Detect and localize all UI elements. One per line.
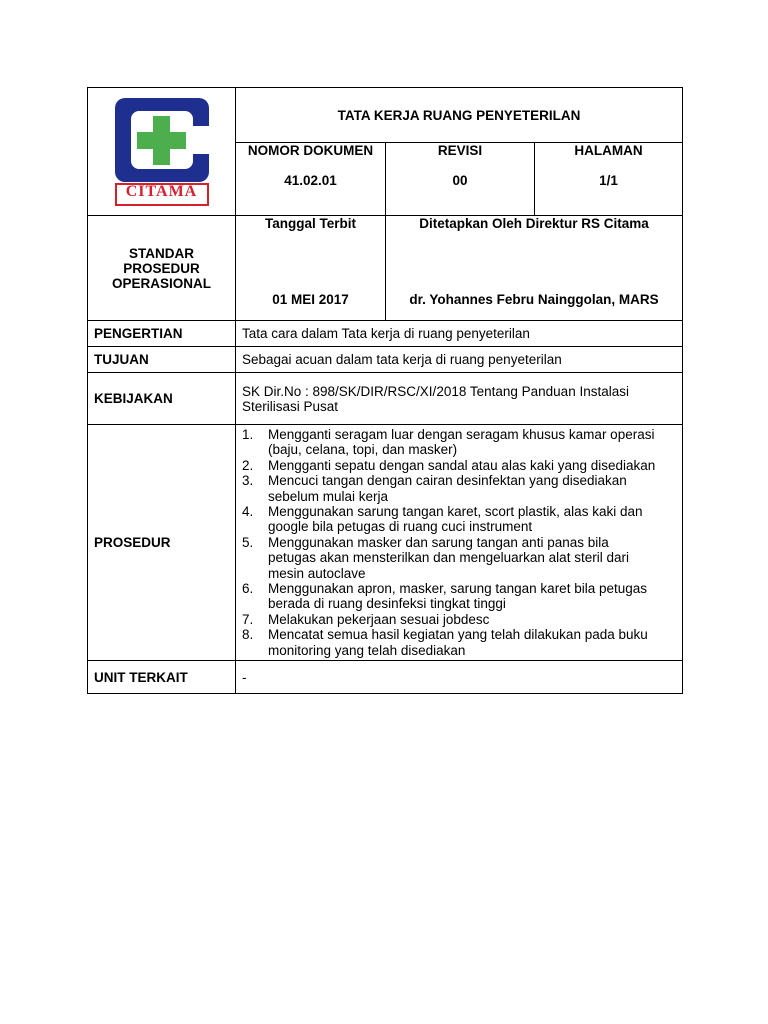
- sop-document-table: [87, 87, 683, 694]
- prosedur-item-line: sebelum mulai kerja: [268, 488, 389, 504]
- tanggal-terbit-value: 01 MEI 2017: [272, 292, 349, 307]
- ditetapkan-cell: [386, 216, 683, 321]
- prosedur-item-number: 8.: [242, 627, 254, 643]
- ditetapkan-name: dr. Yohannes Febru Nainggolan, MARS: [409, 292, 659, 307]
- pengertian-text: Tata cara dalam Tata kerja di ruang penyeterilan: [236, 321, 683, 347]
- prosedur-item-number: 4.: [242, 504, 254, 520]
- sop-label-line3: OPERASIONAL: [111, 275, 211, 291]
- prosedur-item-line: monitoring yang telah disediakan: [268, 642, 466, 658]
- unit-terkait-label: UNIT TERKAIT: [88, 661, 236, 694]
- halaman-label: HALAMAN: [574, 143, 643, 158]
- prosedur-item-line: mesin autoclave: [268, 565, 366, 581]
- prosedur-item-line: Mencuci tangan dengan cairan desinfektan yang disediakan: [268, 473, 627, 489]
- prosedur-item-line: Mencatat semua hasil kegiatan yang telah dilakukan pada buku: [268, 627, 648, 643]
- prosedur-item: [242, 473, 678, 504]
- prosedur-item-number: 6.: [242, 581, 254, 597]
- revisi-label: REVISI: [437, 143, 483, 158]
- kebijakan-line2: Sterilisasi Pusat: [242, 398, 339, 414]
- sop-label-cell: [88, 216, 236, 321]
- prosedur-item: [242, 458, 678, 473]
- prosedur-item-line: google bila petugas di ruang cuci instrument: [268, 519, 533, 535]
- tanggal-terbit-label: Tanggal Terbit: [265, 216, 356, 231]
- prosedur-item-number: 7.: [242, 611, 254, 627]
- revisi-cell: [386, 143, 535, 216]
- prosedur-item: [242, 535, 678, 581]
- prosedur-item-line: petugas akan mensterilkan dan mengeluarkan alat steril dari: [268, 550, 629, 566]
- kebijakan-line1: SK Dir.No : 898/SK/DIR/RSC/XI/2018 Tentang Panduan Instalasi: [242, 383, 629, 399]
- prosedur-item-number: 5.: [242, 534, 254, 550]
- prosedur-item-number: 3.: [242, 473, 254, 489]
- nomor-dokumen-label: NOMOR DOKUMEN: [247, 143, 374, 158]
- halaman-cell: [535, 143, 683, 216]
- prosedur-item-number: 1.: [242, 427, 254, 442]
- prosedur-list: [242, 427, 678, 658]
- pengertian-label: PENGERTIAN: [88, 321, 236, 347]
- prosedur-item-line: (baju, celana, topi, dan masker): [268, 442, 458, 458]
- prosedur-item-line: Menggunakan masker dan sarung tangan anti panas bila: [268, 534, 609, 550]
- sop-label-line2: PROSEDUR: [123, 260, 200, 276]
- kebijakan-label: KEBIJAKAN: [88, 373, 236, 425]
- prosedur-item: [242, 627, 678, 658]
- ditetapkan-label: Ditetapkan Oleh Direktur RS Citama: [419, 216, 649, 231]
- prosedur-item: [242, 612, 678, 627]
- prosedur-item-line: berada di ruang desinfeksi tingkat tinggi: [268, 596, 506, 612]
- logo-text: CITAMA: [125, 182, 198, 200]
- prosedur-item-line: Mengganti seragam luar dengan seragam khusus kamar operasi: [268, 427, 655, 442]
- nomor-dokumen-cell: [236, 143, 386, 216]
- prosedur-item-line: Menggunakan apron, masker, sarung tangan karet bila petugas: [268, 581, 648, 597]
- prosedur-item: [242, 504, 678, 535]
- halaman-value: 1/1: [599, 173, 618, 188]
- sop-label-line1: STANDAR: [129, 245, 194, 261]
- prosedur-item-line: Mengganti sepatu dengan sandal atau alas kaki yang disediakan: [268, 457, 656, 473]
- document-title: TATA KERJA RUANG PENYETERILAN: [236, 88, 683, 143]
- tujuan-text: Sebagai acuan dalam tata kerja di ruang penyeterilan: [236, 347, 683, 373]
- prosedur-item: [242, 427, 678, 458]
- kebijakan-text-cell: [236, 373, 683, 425]
- revisi-value: 00: [452, 173, 468, 188]
- nomor-dokumen-value: 41.02.01: [284, 173, 337, 188]
- citama-logo: [115, 98, 209, 206]
- tujuan-label: TUJUAN: [88, 347, 236, 373]
- prosedur-item: [242, 581, 678, 612]
- prosedur-label: PROSEDUR: [88, 425, 236, 661]
- prosedur-item-line: Menggunakan sarung tangan karet, scort plastik, alas kaki dan: [268, 504, 643, 520]
- prosedur-item-number: 2.: [242, 457, 254, 473]
- tanggal-terbit-cell: [236, 216, 386, 321]
- logo-cell: [88, 88, 236, 216]
- prosedur-item-line: Melakukan pekerjaan sesuai jobdesc: [268, 611, 490, 627]
- unit-terkait-text: -: [236, 661, 683, 694]
- prosedur-list-cell: [236, 425, 683, 661]
